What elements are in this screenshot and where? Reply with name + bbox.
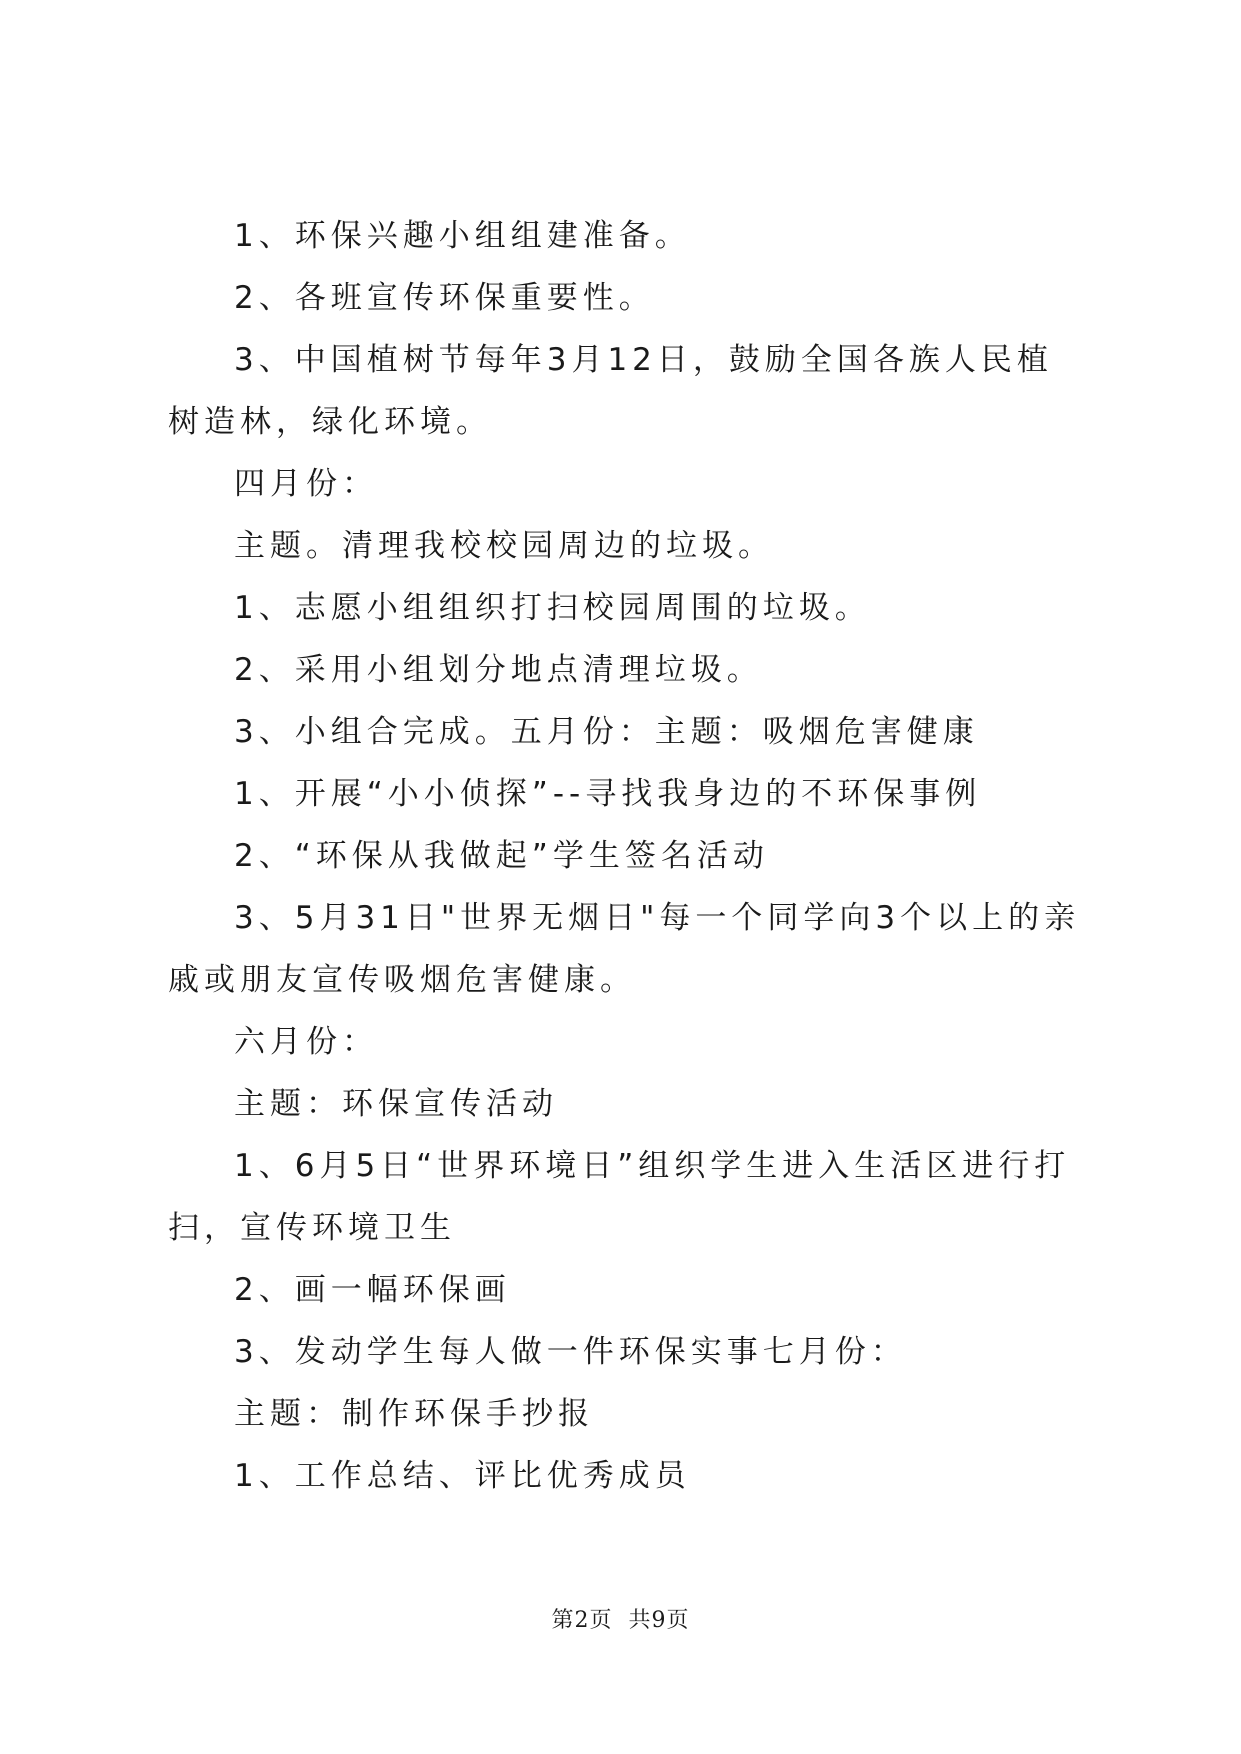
- paragraph: 3、5月31日"世界无烟日"每一个同学向3个以上的亲戚或朋友宣传吸烟危害健康。: [168, 900, 1081, 998]
- document-body: [168, 205, 1088, 1507]
- page-number-current: 第2页: [551, 1608, 613, 1633]
- paragraph: 1、志愿小组组织打扫校园周围的垃圾。: [234, 590, 871, 626]
- section-heading-april: 四月份：: [234, 466, 378, 502]
- paragraph: 2、各班宣传环保重要性。: [234, 280, 655, 316]
- paragraph: 1、环保兴趣小组组建准备。: [234, 218, 691, 254]
- page-footer: [0, 1603, 1241, 1634]
- paragraph: 3、中国植树节每年3月12日，鼓励全国各族人民植树造林，绿化环境。: [168, 342, 1053, 440]
- paragraph: 2、画一幅环保画: [234, 1272, 511, 1308]
- paragraph: 1、开展“小小侦探”--寻找我身边的不环保事例: [234, 776, 982, 812]
- paragraph: 2、采用小组划分地点清理垃圾。: [234, 652, 763, 688]
- paragraph: 主题。清理我校校园周边的垃圾。: [234, 528, 774, 564]
- paragraph: 3、发动学生每人做一件环保实事七月份：: [234, 1334, 907, 1370]
- paragraph: 2、“环保从我做起”学生签名活动: [234, 838, 769, 874]
- page-number-total: 共9页: [628, 1608, 690, 1633]
- paragraph: 1、6月5日“世界环境日”组织学生进入生活区进行打扫，宣传环境卫生: [168, 1148, 1071, 1246]
- section-heading-june: 六月份：: [234, 1024, 378, 1060]
- paragraph: 3、小组合完成。五月份：主题：吸烟危害健康: [234, 714, 979, 750]
- paragraph: 主题：环保宣传活动: [234, 1086, 558, 1122]
- paragraph: 1、工作总结、评比优秀成员: [234, 1458, 691, 1494]
- paragraph: 主题：制作环保手抄报: [234, 1396, 594, 1432]
